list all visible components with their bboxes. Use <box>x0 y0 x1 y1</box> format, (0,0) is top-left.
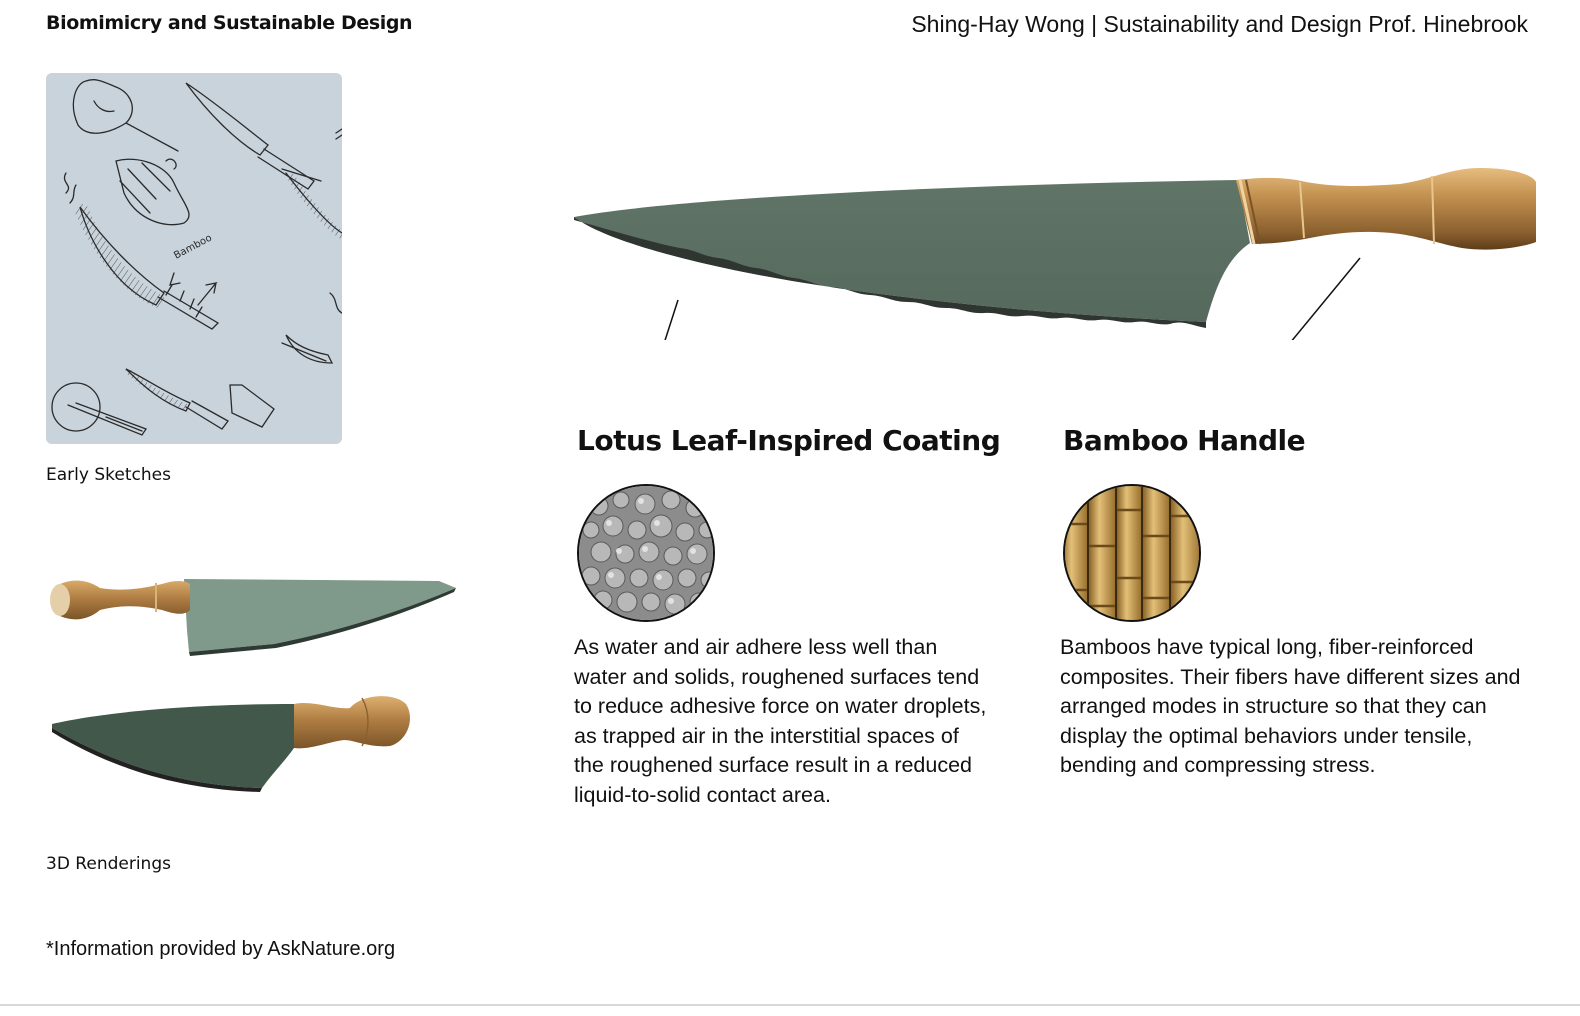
author-byline: Shing-Hay Wong | Sustainability and Design Prof. Hinebrook <box>911 11 1528 37</box>
document-title: Biomimicry and Sustainable Design <box>46 12 413 34</box>
sketches-caption: Early Sketches <box>46 465 171 485</box>
rendering-knife-1 <box>44 570 464 660</box>
sketch-annotation: Bamboo <box>172 232 214 262</box>
bamboo-description: Bamboos have typical long, fiber-reinforced composites. Their fibers have different sizes and arranged modes in structure so that they can display the optimal behaviors under tensile, bending and compressing stress. <box>1060 635 1521 778</box>
sketches-image <box>46 73 342 444</box>
hero-knife-illustration <box>570 160 1540 340</box>
lotus-description: As water and air adhere less well than water and solids, roughened surfaces tend to reduce adhesive force on water droplets, as trapped air in the interstitial spaces of the roughened surface result in a reduced liquid-to-solid contact area. <box>574 635 987 807</box>
rendering-knife-2 <box>44 690 424 800</box>
bottom-divider <box>0 1004 1580 1006</box>
lotus-surface-micrograph <box>577 484 715 622</box>
lotus-heading: Lotus Leaf-Inspired Coating <box>577 424 1001 457</box>
renderings-caption: 3D Renderings <box>46 854 171 874</box>
source-footnote: *Information provided by AskNature.org <box>46 938 396 960</box>
bamboo-stalks-photo <box>1063 484 1201 622</box>
bamboo-heading: Bamboo Handle <box>1063 424 1306 457</box>
